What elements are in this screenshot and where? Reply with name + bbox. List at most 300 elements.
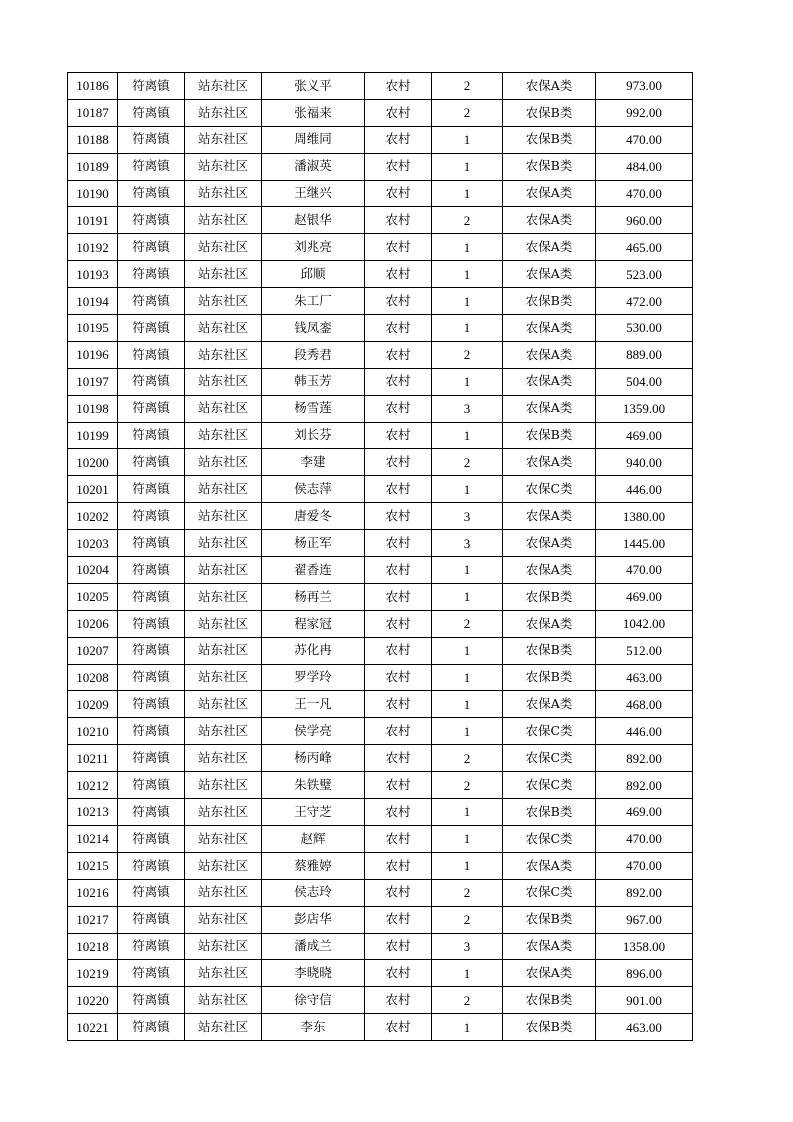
insurance-category-cell: 农保A类	[503, 261, 596, 288]
table-row	[68, 772, 693, 799]
table-row	[68, 395, 693, 422]
town-cell: 符离镇	[118, 799, 185, 826]
amount-cell: 470.00	[596, 852, 693, 879]
household-type-cell: 农村	[365, 503, 432, 530]
town-cell: 符离镇	[118, 906, 185, 933]
insurance-category-cell: 农保C类	[503, 745, 596, 772]
amount-cell: 960.00	[596, 207, 693, 234]
household-type-cell: 农村	[365, 610, 432, 637]
name-cell: 杨正军	[262, 530, 365, 557]
amount-cell: 470.00	[596, 825, 693, 852]
household-type-cell: 农村	[365, 368, 432, 395]
name-cell: 赵辉	[262, 825, 365, 852]
record-id-cell: 10193	[68, 261, 118, 288]
amount-cell: 530.00	[596, 315, 693, 342]
insurance-category-cell: 农保B类	[503, 99, 596, 126]
insurance-category-cell: 农保A类	[503, 234, 596, 261]
record-id-cell: 10219	[68, 960, 118, 987]
community-cell: 站东社区	[185, 395, 262, 422]
amount-cell: 1380.00	[596, 503, 693, 530]
insurance-category-cell: 农保A类	[503, 691, 596, 718]
amount-cell: 1445.00	[596, 530, 693, 557]
family-size-cell: 1	[432, 476, 503, 503]
amount-cell: 470.00	[596, 557, 693, 584]
town-cell: 符离镇	[118, 449, 185, 476]
table-row	[68, 207, 693, 234]
town-cell: 符离镇	[118, 664, 185, 691]
record-id-cell: 10216	[68, 879, 118, 906]
table-row	[68, 960, 693, 987]
name-cell: 苏化冉	[262, 637, 365, 664]
amount-cell: 465.00	[596, 234, 693, 261]
household-type-cell: 农村	[365, 987, 432, 1014]
table-row	[68, 610, 693, 637]
community-cell: 站东社区	[185, 126, 262, 153]
amount-cell: 523.00	[596, 261, 693, 288]
town-cell: 符离镇	[118, 987, 185, 1014]
record-id-cell: 10211	[68, 745, 118, 772]
insurance-category-cell: 农保A类	[503, 207, 596, 234]
insurance-category-cell: 农保A类	[503, 610, 596, 637]
town-cell: 符离镇	[118, 180, 185, 207]
amount-cell: 889.00	[596, 341, 693, 368]
record-id-cell: 10200	[68, 449, 118, 476]
name-cell: 刘长芬	[262, 422, 365, 449]
table-row	[68, 449, 693, 476]
record-id-cell: 10209	[68, 691, 118, 718]
record-id-cell: 10214	[68, 825, 118, 852]
town-cell: 符离镇	[118, 610, 185, 637]
town-cell: 符离镇	[118, 261, 185, 288]
household-type-cell: 农村	[365, 879, 432, 906]
community-cell: 站东社区	[185, 99, 262, 126]
town-cell: 符离镇	[118, 557, 185, 584]
community-cell: 站东社区	[185, 879, 262, 906]
household-type-cell: 农村	[365, 449, 432, 476]
table-row	[68, 341, 693, 368]
name-cell: 翟香连	[262, 557, 365, 584]
town-cell: 符离镇	[118, 691, 185, 718]
community-cell: 站东社区	[185, 745, 262, 772]
record-id-cell: 10195	[68, 315, 118, 342]
household-type-cell: 农村	[365, 126, 432, 153]
community-cell: 站东社区	[185, 718, 262, 745]
name-cell: 程家冠	[262, 610, 365, 637]
community-cell: 站东社区	[185, 153, 262, 180]
household-type-cell: 农村	[365, 691, 432, 718]
household-type-cell: 农村	[365, 718, 432, 745]
insurance-category-cell: 农保C类	[503, 825, 596, 852]
household-type-cell: 农村	[365, 1014, 432, 1041]
community-cell: 站东社区	[185, 799, 262, 826]
name-cell: 段秀君	[262, 341, 365, 368]
town-cell: 符离镇	[118, 368, 185, 395]
community-cell: 站东社区	[185, 1014, 262, 1041]
family-size-cell: 2	[432, 99, 503, 126]
household-type-cell: 农村	[365, 933, 432, 960]
community-cell: 站东社区	[185, 664, 262, 691]
insurance-category-cell: 农保C类	[503, 476, 596, 503]
insurance-category-cell: 农保B类	[503, 126, 596, 153]
community-cell: 站东社区	[185, 933, 262, 960]
family-size-cell: 1	[432, 153, 503, 180]
insurance-category-cell: 农保C类	[503, 718, 596, 745]
name-cell: 韩玉芳	[262, 368, 365, 395]
table-row	[68, 476, 693, 503]
family-size-cell: 2	[432, 341, 503, 368]
table-row	[68, 691, 693, 718]
record-id-cell: 10190	[68, 180, 118, 207]
table-row	[68, 126, 693, 153]
family-size-cell: 2	[432, 449, 503, 476]
insurance-category-cell: 农保B类	[503, 288, 596, 315]
family-size-cell: 2	[432, 610, 503, 637]
table-row	[68, 234, 693, 261]
household-type-cell: 农村	[365, 530, 432, 557]
record-id-cell: 10198	[68, 395, 118, 422]
name-cell: 李晓晓	[262, 960, 365, 987]
record-id-cell: 10186	[68, 73, 118, 100]
insurance-category-cell: 农保A类	[503, 503, 596, 530]
insurance-category-cell: 农保A类	[503, 852, 596, 879]
town-cell: 符离镇	[118, 395, 185, 422]
record-id-cell: 10213	[68, 799, 118, 826]
table-row	[68, 825, 693, 852]
table-row	[68, 99, 693, 126]
family-size-cell: 3	[432, 395, 503, 422]
town-cell: 符离镇	[118, 530, 185, 557]
records-table-body	[68, 73, 693, 1041]
household-type-cell: 农村	[365, 852, 432, 879]
town-cell: 符离镇	[118, 745, 185, 772]
community-cell: 站东社区	[185, 852, 262, 879]
household-type-cell: 农村	[365, 288, 432, 315]
record-id-cell: 10201	[68, 476, 118, 503]
record-id-cell: 10221	[68, 1014, 118, 1041]
table-row	[68, 583, 693, 610]
record-id-cell: 10199	[68, 422, 118, 449]
family-size-cell: 1	[432, 583, 503, 610]
name-cell: 张义平	[262, 73, 365, 100]
household-type-cell: 农村	[365, 234, 432, 261]
table-row	[68, 1014, 693, 1041]
amount-cell: 463.00	[596, 1014, 693, 1041]
town-cell: 符离镇	[118, 422, 185, 449]
amount-cell: 992.00	[596, 99, 693, 126]
insurance-category-cell: 农保A类	[503, 395, 596, 422]
insurance-category-cell: 农保A类	[503, 341, 596, 368]
amount-cell: 468.00	[596, 691, 693, 718]
family-size-cell: 2	[432, 879, 503, 906]
table-row	[68, 368, 693, 395]
records-table	[67, 72, 693, 1041]
table-row	[68, 745, 693, 772]
family-size-cell: 1	[432, 691, 503, 718]
record-id-cell: 10220	[68, 987, 118, 1014]
town-cell: 符离镇	[118, 341, 185, 368]
amount-cell: 967.00	[596, 906, 693, 933]
name-cell: 刘兆亮	[262, 234, 365, 261]
name-cell: 李建	[262, 449, 365, 476]
family-size-cell: 1	[432, 234, 503, 261]
community-cell: 站东社区	[185, 530, 262, 557]
insurance-category-cell: 农保B类	[503, 799, 596, 826]
insurance-category-cell: 农保B类	[503, 153, 596, 180]
family-size-cell: 1	[432, 557, 503, 584]
family-size-cell: 1	[432, 422, 503, 449]
community-cell: 站东社区	[185, 906, 262, 933]
household-type-cell: 农村	[365, 799, 432, 826]
table-row	[68, 906, 693, 933]
table-row	[68, 933, 693, 960]
name-cell: 邱顺	[262, 261, 365, 288]
insurance-category-cell: 农保B类	[503, 1014, 596, 1041]
amount-cell: 469.00	[596, 422, 693, 449]
insurance-category-cell: 农保A类	[503, 557, 596, 584]
family-size-cell: 1	[432, 368, 503, 395]
household-type-cell: 农村	[365, 906, 432, 933]
table-row	[68, 987, 693, 1014]
family-size-cell: 1	[432, 1014, 503, 1041]
name-cell: 周维同	[262, 126, 365, 153]
name-cell: 杨再兰	[262, 583, 365, 610]
insurance-category-cell: 农保B类	[503, 987, 596, 1014]
amount-cell: 973.00	[596, 73, 693, 100]
amount-cell: 446.00	[596, 718, 693, 745]
amount-cell: 470.00	[596, 126, 693, 153]
record-id-cell: 10215	[68, 852, 118, 879]
household-type-cell: 农村	[365, 825, 432, 852]
household-type-cell: 农村	[365, 422, 432, 449]
table-row	[68, 422, 693, 449]
household-type-cell: 农村	[365, 476, 432, 503]
family-size-cell: 1	[432, 960, 503, 987]
community-cell: 站东社区	[185, 261, 262, 288]
household-type-cell: 农村	[365, 261, 432, 288]
town-cell: 符离镇	[118, 583, 185, 610]
family-size-cell: 1	[432, 664, 503, 691]
household-type-cell: 农村	[365, 745, 432, 772]
community-cell: 站东社区	[185, 368, 262, 395]
town-cell: 符离镇	[118, 852, 185, 879]
amount-cell: 512.00	[596, 637, 693, 664]
record-id-cell: 10206	[68, 610, 118, 637]
town-cell: 符离镇	[118, 960, 185, 987]
town-cell: 符离镇	[118, 126, 185, 153]
record-id-cell: 10204	[68, 557, 118, 584]
family-size-cell: 1	[432, 799, 503, 826]
town-cell: 符离镇	[118, 315, 185, 342]
amount-cell: 892.00	[596, 879, 693, 906]
table-row	[68, 315, 693, 342]
table-row	[68, 664, 693, 691]
table-row	[68, 799, 693, 826]
household-type-cell: 农村	[365, 772, 432, 799]
insurance-category-cell: 农保A类	[503, 449, 596, 476]
record-id-cell: 10192	[68, 234, 118, 261]
name-cell: 唐爱冬	[262, 503, 365, 530]
table-row	[68, 153, 693, 180]
town-cell: 符离镇	[118, 933, 185, 960]
amount-cell: 901.00	[596, 987, 693, 1014]
name-cell: 王继兴	[262, 180, 365, 207]
amount-cell: 940.00	[596, 449, 693, 476]
table-row	[68, 530, 693, 557]
community-cell: 站东社区	[185, 610, 262, 637]
community-cell: 站东社区	[185, 557, 262, 584]
name-cell: 侯学亮	[262, 718, 365, 745]
household-type-cell: 农村	[365, 664, 432, 691]
community-cell: 站东社区	[185, 825, 262, 852]
community-cell: 站东社区	[185, 691, 262, 718]
household-type-cell: 农村	[365, 207, 432, 234]
household-type-cell: 农村	[365, 341, 432, 368]
amount-cell: 469.00	[596, 583, 693, 610]
town-cell: 符离镇	[118, 637, 185, 664]
name-cell: 彭店华	[262, 906, 365, 933]
insurance-category-cell: 农保A类	[503, 180, 596, 207]
table-row	[68, 180, 693, 207]
table-row	[68, 637, 693, 664]
town-cell: 符离镇	[118, 879, 185, 906]
family-size-cell: 1	[432, 825, 503, 852]
family-size-cell: 3	[432, 503, 503, 530]
amount-cell: 892.00	[596, 745, 693, 772]
amount-cell: 446.00	[596, 476, 693, 503]
record-id-cell: 10189	[68, 153, 118, 180]
family-size-cell: 1	[432, 852, 503, 879]
record-id-cell: 10207	[68, 637, 118, 664]
household-type-cell: 农村	[365, 395, 432, 422]
record-id-cell: 10203	[68, 530, 118, 557]
insurance-category-cell: 农保A类	[503, 315, 596, 342]
name-cell: 侯志玲	[262, 879, 365, 906]
town-cell: 符离镇	[118, 234, 185, 261]
town-cell: 符离镇	[118, 99, 185, 126]
insurance-category-cell: 农保C类	[503, 772, 596, 799]
family-size-cell: 1	[432, 126, 503, 153]
name-cell: 钱凤銮	[262, 315, 365, 342]
record-id-cell: 10196	[68, 341, 118, 368]
record-id-cell: 10217	[68, 906, 118, 933]
record-id-cell: 10212	[68, 772, 118, 799]
amount-cell: 463.00	[596, 664, 693, 691]
family-size-cell: 3	[432, 530, 503, 557]
name-cell: 潘成兰	[262, 933, 365, 960]
household-type-cell: 农村	[365, 73, 432, 100]
table-row	[68, 503, 693, 530]
name-cell: 王一凡	[262, 691, 365, 718]
table-row	[68, 261, 693, 288]
community-cell: 站东社区	[185, 987, 262, 1014]
name-cell: 朱铁璧	[262, 772, 365, 799]
amount-cell: 1042.00	[596, 610, 693, 637]
household-type-cell: 农村	[365, 315, 432, 342]
insurance-category-cell: 农保B类	[503, 637, 596, 664]
table-row	[68, 73, 693, 100]
record-id-cell: 10191	[68, 207, 118, 234]
household-type-cell: 农村	[365, 960, 432, 987]
household-type-cell: 农村	[365, 153, 432, 180]
record-id-cell: 10194	[68, 288, 118, 315]
table-row	[68, 557, 693, 584]
amount-cell: 484.00	[596, 153, 693, 180]
name-cell: 张福来	[262, 99, 365, 126]
town-cell: 符离镇	[118, 73, 185, 100]
community-cell: 站东社区	[185, 207, 262, 234]
household-type-cell: 农村	[365, 583, 432, 610]
community-cell: 站东社区	[185, 583, 262, 610]
community-cell: 站东社区	[185, 315, 262, 342]
name-cell: 赵银华	[262, 207, 365, 234]
table-row	[68, 288, 693, 315]
community-cell: 站东社区	[185, 772, 262, 799]
town-cell: 符离镇	[118, 288, 185, 315]
family-size-cell: 1	[432, 718, 503, 745]
table-row	[68, 879, 693, 906]
town-cell: 符离镇	[118, 207, 185, 234]
record-id-cell: 10188	[68, 126, 118, 153]
family-size-cell: 2	[432, 987, 503, 1014]
insurance-category-cell: 农保B类	[503, 906, 596, 933]
insurance-category-cell: 农保A类	[503, 960, 596, 987]
community-cell: 站东社区	[185, 960, 262, 987]
community-cell: 站东社区	[185, 341, 262, 368]
community-cell: 站东社区	[185, 637, 262, 664]
community-cell: 站东社区	[185, 422, 262, 449]
record-id-cell: 10202	[68, 503, 118, 530]
amount-cell: 472.00	[596, 288, 693, 315]
insurance-category-cell: 农保A类	[503, 933, 596, 960]
insurance-category-cell: 农保A类	[503, 368, 596, 395]
family-size-cell: 1	[432, 180, 503, 207]
community-cell: 站东社区	[185, 73, 262, 100]
insurance-category-cell: 农保B类	[503, 422, 596, 449]
name-cell: 蔡雅婷	[262, 852, 365, 879]
insurance-category-cell: 农保C类	[503, 879, 596, 906]
record-id-cell: 10218	[68, 933, 118, 960]
household-type-cell: 农村	[365, 180, 432, 207]
name-cell: 侯志萍	[262, 476, 365, 503]
insurance-category-cell: 农保B类	[503, 664, 596, 691]
amount-cell: 896.00	[596, 960, 693, 987]
insurance-category-cell: 农保A类	[503, 73, 596, 100]
name-cell: 潘淑英	[262, 153, 365, 180]
name-cell: 王守芝	[262, 799, 365, 826]
table-row	[68, 718, 693, 745]
insurance-category-cell: 农保B类	[503, 583, 596, 610]
community-cell: 站东社区	[185, 180, 262, 207]
family-size-cell: 1	[432, 288, 503, 315]
name-cell: 李东	[262, 1014, 365, 1041]
household-type-cell: 农村	[365, 557, 432, 584]
record-id-cell: 10197	[68, 368, 118, 395]
record-id-cell: 10208	[68, 664, 118, 691]
record-id-cell: 10210	[68, 718, 118, 745]
amount-cell: 504.00	[596, 368, 693, 395]
amount-cell: 1358.00	[596, 933, 693, 960]
community-cell: 站东社区	[185, 449, 262, 476]
community-cell: 站东社区	[185, 476, 262, 503]
record-id-cell: 10205	[68, 583, 118, 610]
community-cell: 站东社区	[185, 234, 262, 261]
amount-cell: 892.00	[596, 772, 693, 799]
town-cell: 符离镇	[118, 718, 185, 745]
community-cell: 站东社区	[185, 288, 262, 315]
family-size-cell: 1	[432, 315, 503, 342]
town-cell: 符离镇	[118, 476, 185, 503]
amount-cell: 470.00	[596, 180, 693, 207]
